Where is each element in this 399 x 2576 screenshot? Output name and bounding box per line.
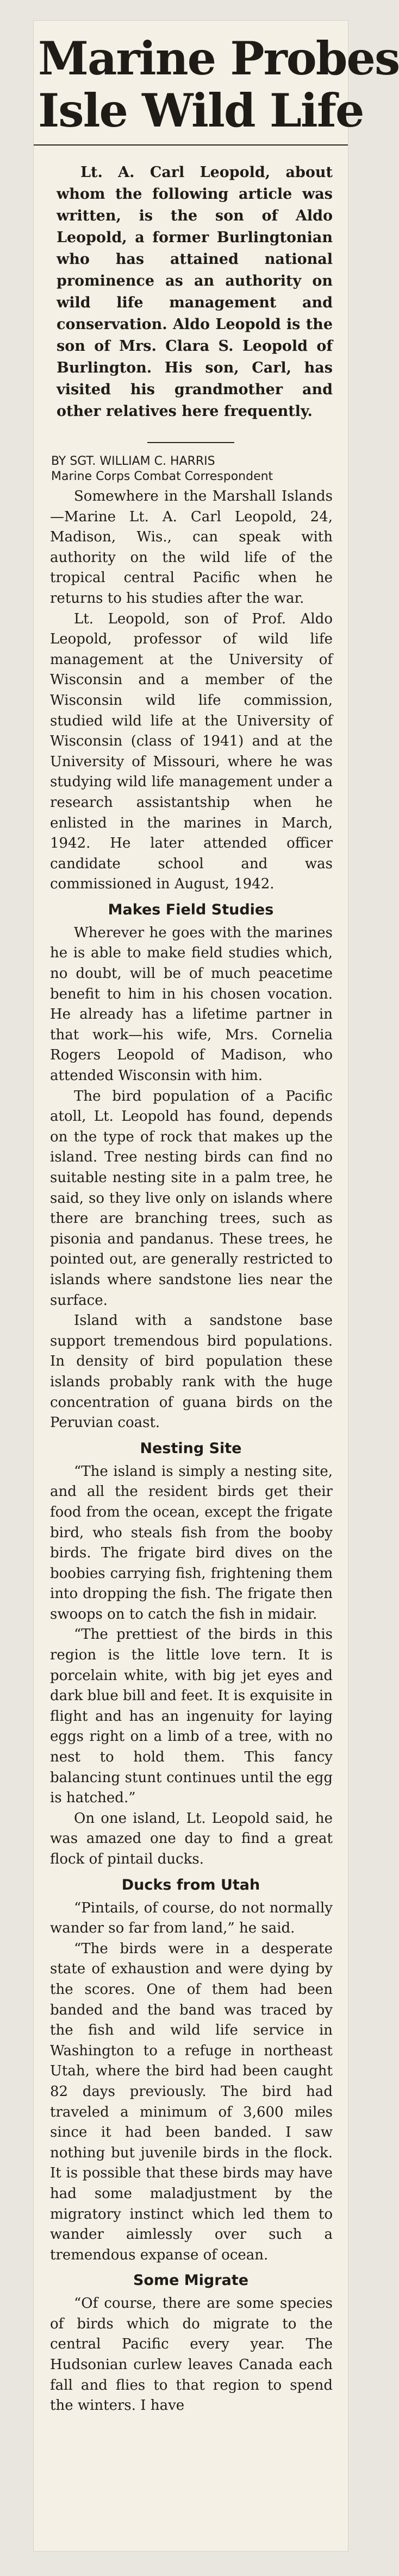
section-subhead: Makes Field Studies bbox=[108, 901, 274, 918]
article-paragraph: Wherever he goes with the marines he is able to make field studies which, no doubt, will be of much peacetime benefit to him in his chosen vocation. He already has a lifetime partner in that work—his wife, Mrs. Cornelia Rogers Leopold of Madison, who attended Wisconsin with him. bbox=[50, 924, 333, 1084]
article-paragraph: “The prettiest of the birds in this region is the little love tern. It is porcelain white, with big jet eyes and dark blue bill and feet. It is exquisite in flight and has an ingenuity for laying eggs right on a limb of a tree, with no nest to hold them. This fancy balancing stunt continues until the egg is hatched.” bbox=[50, 1626, 333, 1807]
section-subhead: Some Migrate bbox=[133, 2272, 249, 2289]
article-paragraph: “The birds were in a desperate state of exhaustion and were dying by the scores. One of them had been banded and the band was traced by the fish and wild life service in Washington to a refuge in northeast Utah, where the bird had been caught 82 days previously. The bird had traveled a minimum of 3,600 miles since it had been banded. I saw nothing but juvenile birds in the flock. It is possible that these birds may have had some maladjustment by the migratory instinct which led them to wander aimlessly over such a tremendous expanse of ocean. bbox=[50, 1940, 333, 2263]
headline-line-1: Marine Probes bbox=[38, 31, 399, 85]
article-body bbox=[34, 487, 348, 2416]
editor-intro: Lt. A. Carl Leopold, about whom the following article was written, is the son of Aldo Leopold, a former Burlingtonian who has attained national prominence as an authority on wild life management and conservation. Aldo Leopold is the son of Mrs. Clara S. Leopold of Burlington. His son, Carl, has visited his grandmother and other relatives here frequently. bbox=[57, 164, 333, 420]
section-subhead: Ducks from Utah bbox=[121, 1876, 260, 1893]
article-paragraph: On one island, Lt. Leopold said, he was amazed one day to find a great flock of pintail ducks. bbox=[50, 1810, 333, 1867]
headline bbox=[38, 31, 399, 137]
section-subhead: Nesting Site bbox=[140, 1439, 242, 1457]
article-paragraph: Island with a sandstone base support tremendous bird populations. In density of bird population these islands probably rank with the huge concentration of guana birds on the Peruvian coast. bbox=[50, 1312, 333, 1431]
headline-line-2: Isle Wild Life bbox=[38, 84, 364, 137]
byline-title: Marine Corps Combat Correspondent bbox=[51, 470, 273, 483]
article-paragraph: “The island is simply a nesting site, and all the resident birds get their food from the ocean, except the frigate bird, who steals fish from the booby birds. The frigate bird dives on the boobies carrying fish, frightening them into dropping the fish. The frigate then swoops on to catch the fish in midair. bbox=[50, 1463, 333, 1622]
separator-rule bbox=[147, 442, 234, 443]
article-paragraph: The bird population of a Pacific atoll, Lt. Leopold has found, depends on the type of rock that makes up the island. Tree nesting birds can find no suitable nesting site in a palm tree, he said, so they live only on islands where there are branching trees, such as pisonia and pandanus. These trees, he pointed out, are generally restricted to islands where sandstone lies near the surface. bbox=[50, 1088, 333, 1309]
newspaper-clipping bbox=[34, 21, 399, 2551]
byline: BY SGT. WILLIAM C. HARRIS bbox=[51, 454, 215, 468]
article-paragraph: “Of course, there are some species of birds which do migrate to the central Pacific every year. The Hudsonian curlew leaves Canada each fall and flies to that region to spend the winters. I have bbox=[50, 2295, 333, 2414]
article-paragraph: Lt. Leopold, son of Prof. Aldo Leopold, professor of wild life management at the University of Wisconsin and a member of the Wisconsin wild life commission, studied wild life at the University of Wisconsin (class of 1941) and at the University of Missouri, where he was studying wild life management under a research assistantship when he enlisted in the marines in March, 1942. He later attended officer candidate school and was commissioned in August, 1942. bbox=[50, 610, 333, 893]
headline-rule bbox=[34, 144, 348, 146]
article-paragraph: Somewhere in the Marshall Islands—Marine Lt. A. Carl Leopold, 24, Madison, Wis., can speak with authority on the wild life of the tropical central Pacific when he returns to his studies after the war. bbox=[50, 488, 333, 607]
article-paragraph: “Pintails, of course, do not normally wander so far from land,” he said. bbox=[50, 1899, 333, 1937]
